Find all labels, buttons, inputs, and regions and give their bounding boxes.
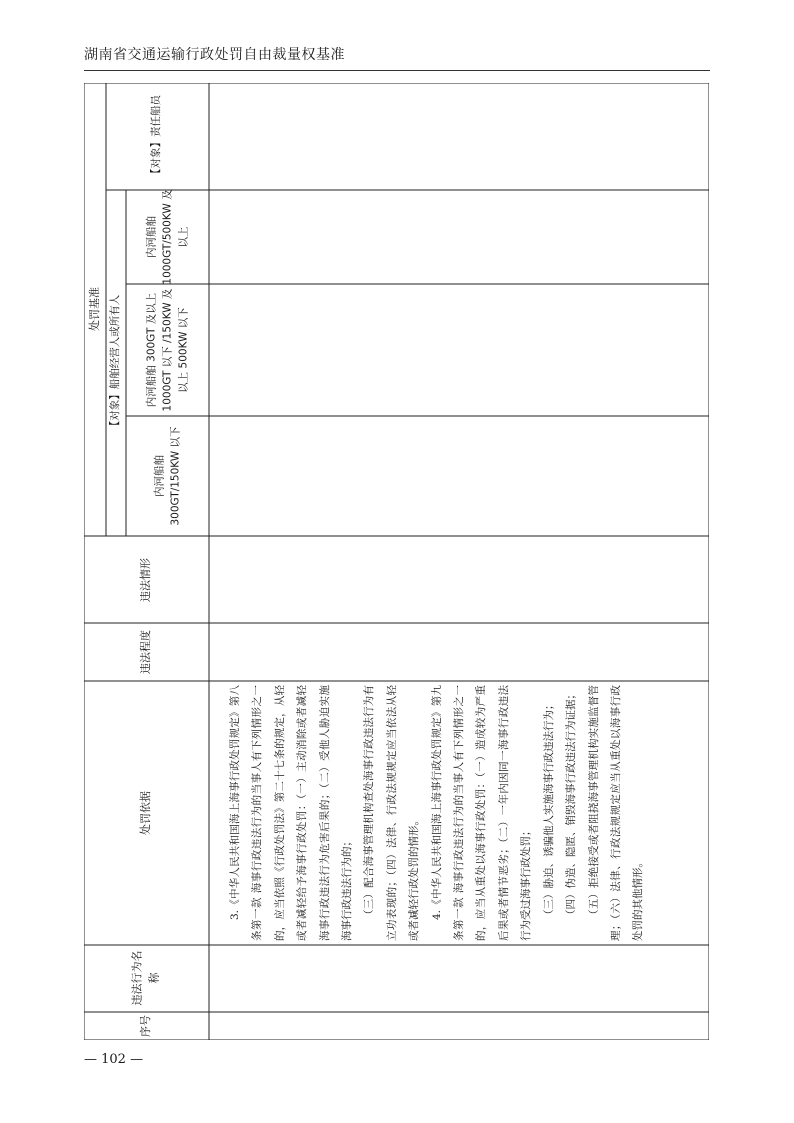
header-tier-3: 内河船舶 1000GT/500KW 及以上 bbox=[145, 189, 189, 285]
header-violation-name: 违法行为名称 bbox=[130, 950, 160, 1006]
header-tier-2: 内河船舶 300GT 及以上 1000GT 以下 /150KW 及以上 500KW 以下 bbox=[145, 288, 189, 412]
header-tier-1: 内河船舶 300GT/150KW 以下 bbox=[153, 426, 181, 526]
header-object-crew: 【对象】责任船员 bbox=[150, 95, 163, 179]
header-object-owner: 【对象】船舶经营人或所有人 bbox=[109, 294, 122, 432]
page-number: — 102 — bbox=[84, 1052, 144, 1067]
header-violation-circumstance: 违法情形 bbox=[138, 558, 152, 602]
running-header: 湖南省交通运输行政处罚自由裁量权基准 bbox=[84, 47, 345, 63]
basis-paragraph: （三）配合海事管理机构查处海事行政违法行为有立功表现的；（四）法律、行政法规规定应当依法从轻或者减轻行政处罚的情形。 bbox=[363, 685, 421, 941]
header-rule bbox=[84, 70, 710, 71]
header-penalty-standard: 处罚基准 bbox=[87, 287, 101, 331]
basis-paragraph: （三）胁迫、诱骗他人实施海事行政违法行为； bbox=[542, 699, 555, 920]
header-penalty-basis: 处罚依据 bbox=[138, 791, 152, 835]
penalty-basis-text bbox=[224, 685, 694, 941]
penalty-table-container bbox=[84, 83, 709, 1040]
basis-paragraph: （五）拒绝接受或者阻挠海事管理机构实施监督管理；（六）法律、行政法规规定应当从重处以海事行政处罚的其他情形。 bbox=[587, 685, 645, 941]
basis-paragraph: 4.《中华人民共和国海上海事行政处罚规定》第九条第一款 海事行政违法行为的当事人有下列情形之一的，应当从重处以海事行政处罚：（一）造成较为严重后果或者情节恶劣；（二）一年内因同一海事行政违法行为受过海事行政处罚； bbox=[430, 685, 533, 941]
basis-paragraph: 3.《中华人民共和国海上海事行政处罚规定》第八条第一款 海事行政违法行为的当事人有下列情形之一的，应当依照《行政处罚法》第二十七条的规定，从轻或者减轻给予海事行政处罚：（一）主动消除或者减轻海事行政违法行为危害后果的；（二）受他人胁迫实施海事行政违法行为的； bbox=[229, 685, 354, 941]
header-violation-degree: 违法程度 bbox=[138, 630, 152, 674]
basis-paragraph: （四）伪造、隐匿、销毁海事行政违法行为证据； bbox=[565, 689, 578, 920]
header-serial: 序号 bbox=[138, 1015, 152, 1037]
